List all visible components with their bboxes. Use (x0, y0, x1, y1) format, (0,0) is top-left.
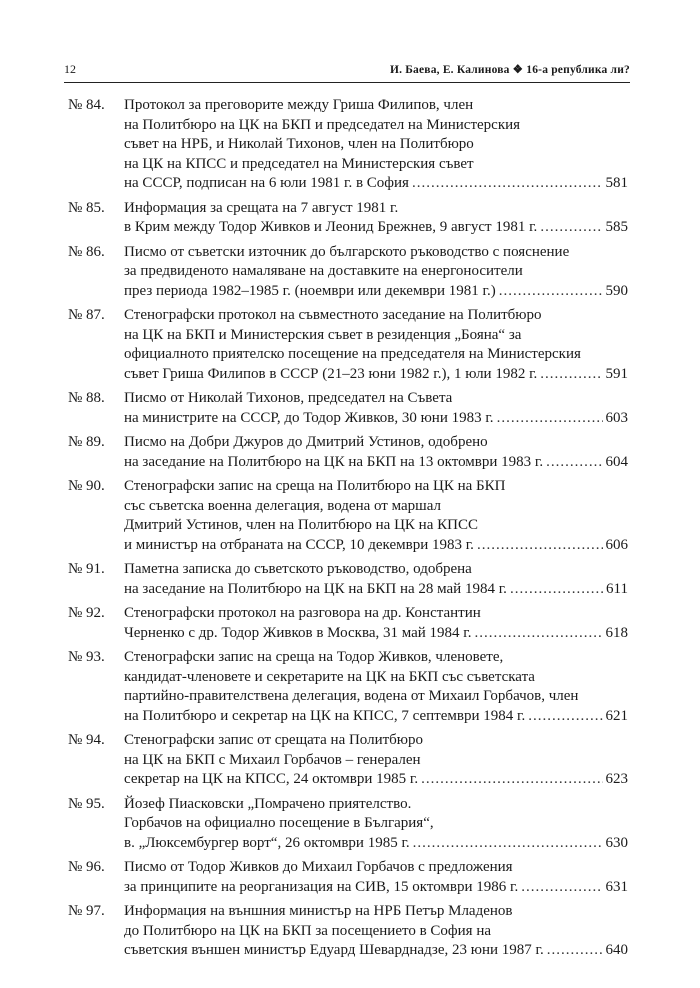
toc-entry (68, 389, 628, 428)
entry-text (124, 731, 628, 790)
entry-number: № 86. (68, 243, 105, 260)
entry-page-number: 604 (605, 453, 628, 470)
entry-page-number: 585 (605, 219, 628, 235)
entry-page-number: 581 (605, 175, 628, 191)
entry-line-last (124, 218, 628, 238)
toc-entry (68, 243, 628, 302)
entry-line: през периода 1982–1985 г. (ноември или декември 1981 г.) (124, 282, 496, 299)
entry-line-last (124, 707, 628, 727)
dot-leader (547, 941, 603, 961)
entry-text (124, 306, 628, 384)
entry-text (124, 560, 628, 599)
dot-leader (413, 834, 603, 854)
dot-leader (497, 409, 603, 429)
entry-line: на заседание на Политбюро на ЦК на БКП на 28 май 1984 г. (124, 580, 507, 597)
toc-entry (68, 306, 628, 384)
toc-entry (68, 96, 628, 194)
dot-leader (540, 365, 602, 385)
toc-entry (68, 560, 628, 599)
running-title: И. Баева, Е. Калинова ❖ 16-а република ли? (389, 64, 630, 76)
dot-leader (477, 536, 603, 556)
entry-line-last (124, 941, 628, 961)
entry-number: № 89. (68, 434, 105, 450)
entry-line-last (124, 834, 628, 854)
entry-text (124, 648, 628, 726)
toc-entry (68, 648, 628, 726)
entry-line: и министър на отбраната на СССР, 10 декември 1983 г. (124, 536, 474, 553)
entry-line-last (124, 409, 628, 429)
entry-line-last (124, 770, 628, 790)
dot-leader (528, 707, 602, 727)
entry-line: на Политбюро на ЦК на БКП и председател на Министерския (124, 116, 521, 133)
entry-line: Стенографски протокол на съвместното заседание на Политбюро (124, 307, 542, 323)
entry-line: Горбачов на официално посещение в България“, (124, 815, 434, 831)
entry-line: Писмо на Добри Джуров до Дмитрий Устинов, одобрено (124, 434, 488, 450)
toc-entry (68, 199, 628, 238)
entry-line: Писмо от Николай Тихонов, председател на Съвета (124, 390, 453, 406)
entry-number: № 84. (68, 97, 105, 113)
entry-line: Паметна записка до съветското ръководство, одобрена (124, 561, 472, 577)
page-header (64, 62, 630, 77)
entry-line: за принципите на реорганизация на СИВ, 15 октомври 1986 г. (124, 878, 519, 895)
dot-leader (475, 624, 603, 644)
entry-line: на министрите на СССР, до Тодор Живков, 30 юни 1983 г. (124, 409, 494, 426)
entry-line: Стенографски протокол на разговора на др. Константин (124, 605, 481, 621)
entry-line: съвет на НРБ, и Николай Тихонов, член на Политбюро (124, 136, 474, 152)
entry-line: Дмитрий Устинов, член на Политбюро на ЦК на КПСС (124, 517, 478, 533)
header-rule (64, 82, 630, 83)
entry-line: Черненко с др. Тодор Живков в Москва, 31 май 1984 г. (124, 624, 472, 641)
entry-line: партийно-правителствена делегация, водена от Михаил Горбачов, член (124, 688, 579, 704)
entry-text (124, 902, 628, 961)
entry-text (124, 389, 628, 428)
toc-entry (68, 433, 628, 472)
entry-line: на ЦК на БКП с Михаил Горбачов – генерален (124, 751, 421, 768)
toc-entry (68, 902, 628, 961)
entry-page-number: 606 (605, 536, 628, 553)
entry-line: Информация на външния министър на НРБ Петър Младенов (124, 903, 513, 919)
entry-number: № 90. (68, 478, 105, 494)
entry-line: Протокол за преговорите между Гриша Филипов, член (124, 97, 474, 113)
dot-leader (499, 282, 603, 302)
entry-line-last (124, 453, 628, 473)
entry-line: в Крим между Тодор Живков и Леонид Брежнев, 9 август 1981 г. (124, 219, 538, 235)
entry-number: № 91. (68, 561, 105, 577)
entry-line: Стенографски запис от срещата на Политбюро (124, 732, 424, 748)
entry-page-number: 640 (605, 942, 628, 958)
dot-leader (540, 218, 602, 238)
entry-line: в. „Люксембургер ворт“, 26 октомври 1985 г. (124, 834, 410, 851)
toc-entry (68, 604, 628, 643)
dot-leader (521, 878, 602, 898)
entry-line: за предвиденото намаляване на доставките на енергоносители (124, 263, 523, 279)
entry-text (124, 96, 628, 194)
entry-page-number: 631 (605, 878, 628, 895)
entry-line: Информация за срещата на 7 август 1981 г. (124, 199, 399, 216)
entry-line-last (124, 536, 628, 556)
entry-page-number: 603 (605, 409, 628, 426)
dot-leader (412, 174, 603, 194)
entry-line-last (124, 174, 628, 194)
dot-leader (421, 770, 602, 790)
entry-line: Писмо от Тодор Живков до Михаил Горбачов с предложения (124, 859, 513, 875)
entry-page-number: 591 (605, 365, 628, 382)
entry-number: № 85. (68, 199, 105, 216)
entry-number: № 96. (68, 859, 105, 875)
entry-page-number: 590 (605, 282, 628, 299)
entry-line: съвет Гриша Филипов в СССР (21–23 юни 1982 г.), 1 юли 1982 г. (124, 365, 538, 382)
entry-line: до Политбюро на ЦК на БКП за посещението в София на (124, 922, 492, 939)
entry-page-number: 611 (606, 580, 628, 597)
entry-line: кандидат-членовете и секретарите на ЦК на БКП със съветската (124, 668, 535, 685)
entry-number: № 93. (68, 649, 105, 665)
entry-line: на СССР, подписан на 6 юли 1981 г. в София (124, 175, 409, 191)
toc-entry (68, 731, 628, 790)
entry-page-number: 621 (605, 707, 628, 724)
entry-line: съветския външен министър Едуард Шеварднадзе, 23 юни 1987 г. (124, 942, 544, 958)
entry-text (124, 795, 628, 854)
entry-text (124, 604, 628, 643)
entry-number: № 97. (68, 903, 105, 919)
entry-page-number: 618 (605, 624, 628, 641)
entry-line-last (124, 580, 628, 600)
dot-leader (546, 453, 602, 473)
entry-line: секретар на ЦК на КПСС, 24 октомври 1985 г. (124, 771, 419, 787)
toc-entry (68, 858, 628, 897)
entry-line-last (124, 365, 628, 385)
entry-line: Писмо от съветски източник до българското ръководство с пояснение (124, 243, 570, 260)
entry-text (124, 199, 628, 238)
entry-number: № 92. (68, 605, 105, 621)
toc-entry (68, 795, 628, 854)
entry-line-last (124, 878, 628, 898)
entry-text (124, 477, 628, 555)
entry-number: № 94. (68, 732, 105, 748)
entry-text (124, 433, 628, 472)
entry-line-last (124, 282, 628, 302)
entry-number: № 88. (68, 390, 105, 406)
entry-line: на заседание на Политбюро на ЦК на БКП на 13 октомври 1983 г. (124, 453, 544, 470)
entry-number: № 95. (68, 795, 105, 812)
entry-line: със съветска военна делегация, водена от маршал (124, 497, 441, 514)
entry-number: № 87. (68, 307, 105, 323)
entry-line: на Политбюро и секретар на ЦК на КПСС, 7 септември 1984 г. (124, 707, 526, 724)
entry-line: официалното приятелско посещение на председателя на Министерския (124, 346, 581, 362)
entry-line: Стенографски запис на среща на Тодор Живков, членовете, (124, 649, 504, 665)
entry-text (124, 243, 628, 302)
entry-line: на ЦК на БКП и Министерския съвет в резиденция „Бояна“ за (124, 326, 522, 343)
dot-leader (510, 580, 603, 600)
toc-entry (68, 477, 628, 555)
table-of-contents (68, 96, 628, 966)
entry-line: Стенографски запис на среща на Политбюро на ЦК на БКП (124, 478, 506, 494)
entry-page-number: 630 (605, 834, 628, 851)
entry-line: Йозеф Пиасковски „Помрачено приятелство. (124, 795, 412, 812)
entry-text (124, 858, 628, 897)
entry-line: на ЦК на КПСС и председател на Министерския съвет (124, 155, 474, 172)
entry-page-number: 623 (605, 771, 628, 787)
entry-line-last (124, 624, 628, 644)
page-number: 12 (64, 62, 76, 76)
